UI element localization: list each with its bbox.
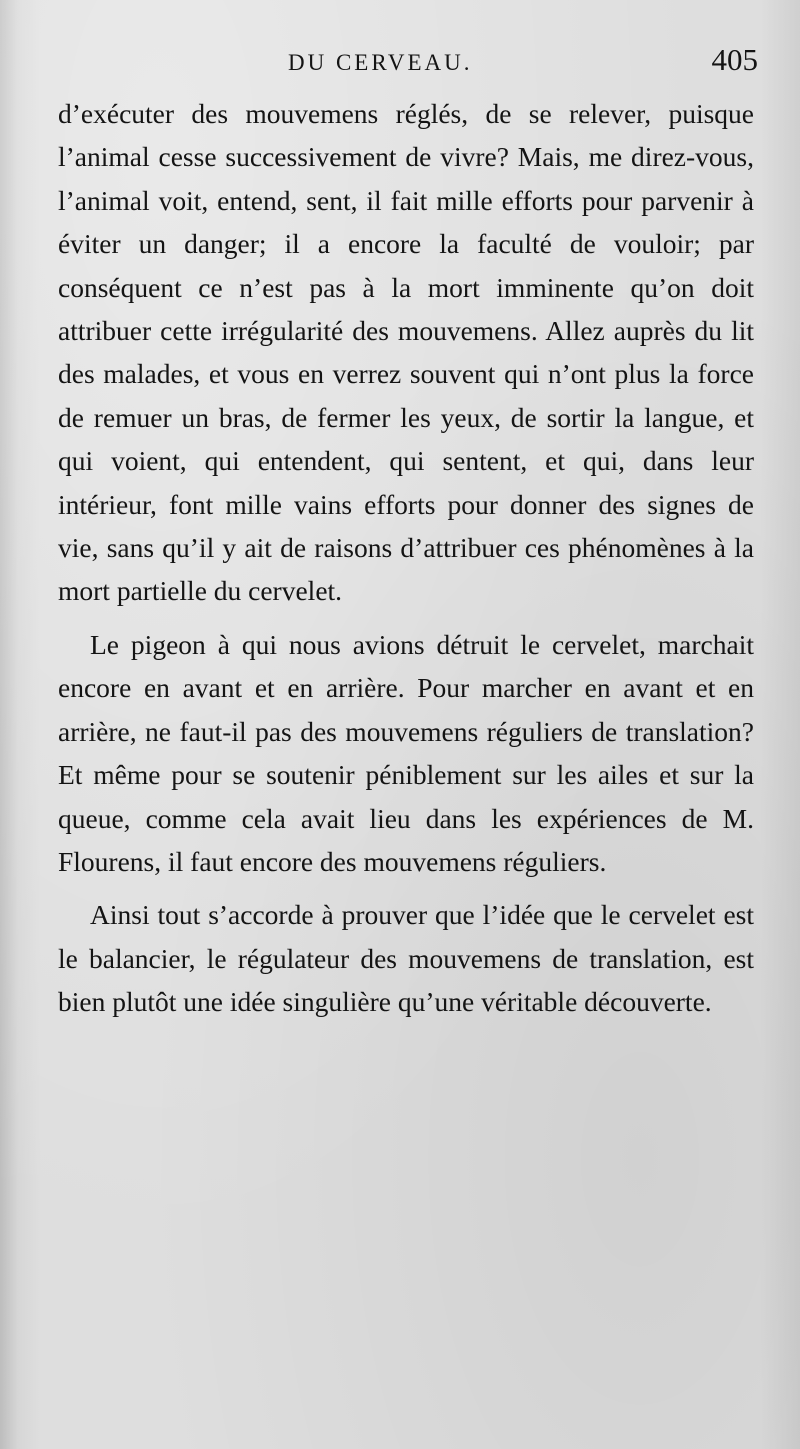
body-text — [58, 92, 754, 1024]
paragraph-3: Ainsi tout s’accorde à prouver que l’idée que le cervelet est le balancier, le régulateur des mouvemens de translation, est bien plutôt une idée singulière qu’une véritable découverte. — [58, 899, 754, 1018]
page-number: 405 — [711, 42, 758, 77]
page-header — [58, 42, 758, 86]
paragraph-1: d’exécuter des mouvemens réglés, de se relever, puisque l’animal cesse successivement de vivre? Mais, me direz-vous, l’animal voit, entend, sent, il fait mille efforts pour parvenir à éviter un danger; il a encore la faculté de vouloir; par conséquent ce n’est pas à la mort imminente qu’on doit attribuer cette irrégularité des mouvemens. Allez auprès du lit des malades, et vous en verrez souvent qui n’ont plus la force de remuer un bras, de fermer les yeux, de sortir la langue, et qui voient, qui entendent, qui sentent, et qui, dans leur intérieur, font mille vains efforts pour donner des signes de vie, sans qu’il y ait de raisons d’attribuer ces phénomènes à la mort partielle du cervelet. — [58, 98, 754, 607]
running-head: DU CERVEAU. — [288, 50, 473, 75]
paragraph-2: Le pigeon à qui nous avions détruit le cervelet, marchait encore en avant et en arrière. Pour marcher en avant et en arrière, ne faut-il pas des mouvemens réguliers de translation? Et même pour se soutenir péniblement sur les ailes et sur la queue, comme cela avait lieu dans les expériences de M. Flourens, il faut encore des mouvemens réguliers. — [58, 628, 754, 877]
